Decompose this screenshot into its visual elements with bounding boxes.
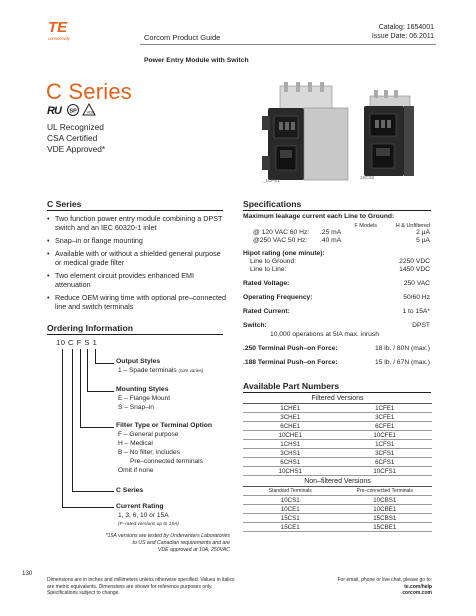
table-row [243,422,432,431]
part-number: 10CFE1 [338,431,433,440]
mounting-styles-heading: Mounting Styles [116,386,169,393]
ordering-code: 10 C F S 1 [56,338,98,347]
leak-250-f: .40 mA [320,237,342,244]
feature-item: • Two element circuit provides enhanced EMI attenuation [47,271,227,290]
svg-text:R: R [47,105,55,117]
nonfiltered-header-row [243,476,432,487]
part-number: 1CFS1 [338,440,433,449]
part-number: 3CHS1 [243,449,338,458]
certification-marks-icon [47,103,107,117]
page-number: 130 [22,570,33,577]
part-number: 6CFE1 [338,422,433,431]
part-number: 10CBS1 [338,496,433,505]
rated-voltage-label: Rated Voltage: [243,280,290,287]
leak-250-label: @250 VAC 50 Hz: [253,237,308,244]
page-title: C Series [46,79,132,104]
svg-text:SP: SP [69,108,77,115]
filter-type-heading: Filter Type or Terminal Option [116,422,213,429]
switch-operations: 10,000 operations at 5IA max. inrush [270,331,379,338]
photo-caption-2: 1SCS2 [360,175,375,180]
table-row [243,440,432,449]
part-number: 10CE1 [243,505,338,514]
part-number: 10CHS1 [243,467,338,476]
table-row [243,496,432,505]
footer-contact: For email, phone or live chat, please go to: te.com/help corcom.com [292,577,432,597]
features-list [47,214,227,315]
snap-in-module-image [364,90,414,176]
leak-120-label: @ 120 VAC 60 Hz: [253,229,310,236]
issue-date: Issue Date: 06.2011 [371,33,434,40]
current-rating-heading: Current Rating [116,503,164,510]
hipot-line-ground-value: 2250 VDC [399,258,430,265]
filtered-header-row [243,393,432,404]
current-rating-note: (F–rated versions up to 15A) [118,522,179,527]
rated-current-value: 1 to 15A* [402,308,430,315]
part-number: 1CHE1 [243,404,338,413]
page-subtitle: Power Entry Module with Switch [144,57,249,64]
part-number: 10CS1 [243,496,338,505]
mounting-option-e: E – Flange Mount [118,395,171,402]
te-logo [46,18,106,42]
table-row [243,514,432,523]
help-link[interactable]: te.com/help [404,583,432,590]
header-rule [140,44,436,45]
part-number: 15CE1 [243,523,338,532]
svg-text:VDE: VDE [86,109,95,115]
svg-text:U: U [54,105,62,117]
terminal-188-label: .188 Terminal Push–on Force: [243,359,338,366]
svg-text:connectivity: connectivity [48,36,70,41]
part-number: 1CFE1 [338,404,433,413]
terminal-188-value: 15 lb. / 67N (max.) [374,359,430,366]
catalog-number: Catalog: 1654001 [378,24,434,31]
parts-table [243,393,432,532]
certifications [47,122,105,155]
hipot-line-ground-label: Line to Ground: [250,258,297,265]
part-number: 10CFS1 [338,467,433,476]
feature-item: • Snap–in or flange mounting [47,236,227,245]
rated-voltage-value: 250 VAC [403,280,430,287]
table-row [243,505,432,514]
subheader-row [243,487,432,496]
filter-option-h: H – Medical [118,440,153,447]
terminal-250-label: .250 Terminal Push–on Force: [243,345,338,352]
terminal-250-value: 18 lb. / 80N (max.) [374,345,430,352]
part-number: 6CHS1 [243,458,338,467]
cert-vde: VDE Approved* [47,144,106,154]
filter-option-b-detail: Pre–connected terminals [130,458,203,465]
filter-option-b: B – No filter, includes [118,449,180,456]
part-number: 15CBS1 [338,514,433,523]
c-series-label: C Series [116,487,144,494]
table-row [243,404,432,413]
specs-heading: Specifications [243,199,431,211]
parts-heading: Available Part Numbers [243,381,431,393]
photo-caption-1: _1CFS1 [263,178,280,183]
features-heading: C Series [47,199,223,211]
hipot-heading: Hipot rating (one minute): [243,250,325,257]
part-number: 10CBE1 [338,505,433,514]
output-styles-option: 1 – Spade terminals (size varies) [118,367,204,374]
flange-module-image [262,82,348,180]
ordering-footnote: *15A versions are tested by Underwriters Laboratories to US and Canadian requirements and are VDE approved at 10A, 250VAC [105,533,230,553]
part-number: 3CHE1 [243,413,338,422]
feature-item: • Reduce OEM wiring time with optional pre–connected line and switch terminals [47,293,227,312]
cert-ul: UL Recognized [47,122,104,132]
col-f-models: F Models [354,223,377,229]
current-rating-options: 1, 3, 6, 10 or 15A [118,512,169,519]
table-row [243,467,432,476]
table-row [243,449,432,458]
rated-current-label: Rated Current: [243,308,290,315]
filter-option-f: F – General purpose [118,431,179,438]
footer-disclaimer: Dimensions are in inches and millimeters unless otherwise specified. Values in italics are metric equivalents. Dimensions are shown for reference purposes only. Specifications subject to change. [47,577,235,596]
corcom-link[interactable]: corcom.com [402,590,432,596]
leak-120-h: 2 µA [416,229,430,236]
part-number: 6CFS1 [338,458,433,467]
part-number: 1CHS1 [243,440,338,449]
output-styles-heading: Output Styles [116,358,161,365]
catalog-info [372,23,434,41]
nonfiltered-header: Non–filtered Versions [243,476,432,487]
table-row [243,413,432,422]
product-photo [224,82,424,194]
ordering-heading: Ordering Information [47,323,223,335]
table-row [243,523,432,532]
filter-option-omit: Omit if none [118,467,154,474]
part-number: 3CFE1 [338,413,433,422]
preconnected-terminals-header: Pre–connected Terminals [338,487,433,496]
col-h-unfiltered: H & Unfiltered [395,223,430,229]
switch-value: DPST [412,322,430,329]
feature-item: • Available with or without a shielded general purpose or medical grade filter [47,249,227,268]
leak-120-f: .25 mA [320,229,342,236]
hipot-line-line-value: 1450 VDC [399,266,430,273]
product-guide-label: Corcom Product Guide [144,33,221,42]
operating-frequency-label: Operating Frequency: [243,294,313,301]
operating-frequency-value: 50/60 Hz [403,294,430,301]
switch-label: Switch: [243,322,267,329]
standard-terminals-header: Standard Terminals [243,487,338,496]
hipot-line-line-label: Line to Line: [250,266,287,273]
part-number: 10CHE1 [243,431,338,440]
feature-item: • Two function power entry module combining a DPST switch and an IEC 60320-1 inlet [47,214,227,233]
mounting-option-s: S – Snap–in [118,404,154,411]
part-number: 15CBE1 [338,523,433,532]
part-number: 3CFS1 [338,449,433,458]
table-row [243,431,432,440]
leak-250-h: 5 µA [416,237,430,244]
filtered-header: Filtered Versions [243,393,432,404]
cert-csa: CSA Certified [47,133,98,143]
part-number: 15CS1 [243,514,338,523]
table-row [243,458,432,467]
leakage-heading: Maximum leakage current each Line to Ground: [243,213,395,220]
part-number: 6CHE1 [243,422,338,431]
svg-text:TE: TE [48,19,68,36]
